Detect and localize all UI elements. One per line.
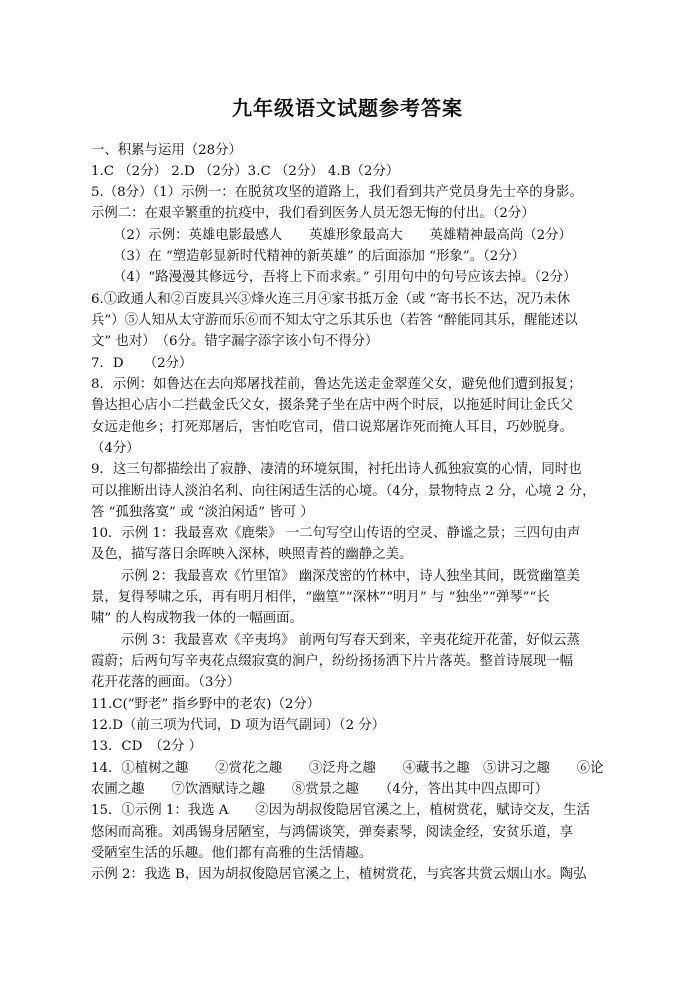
answer-line: 悠闲而高雅。刘禹锡身居陋室，与鸿儒谈笑，弹奏素琴，阅读金经，安贫乐道，享 [91, 825, 574, 840]
answer-line: 1.C （2分） 2.D （2分）3.C （2分） 4.B（2分） [91, 164, 400, 179]
answer-line: 受陋室生活的乐趣。他们都有高雅的生活情趣。 [91, 846, 373, 861]
answer-line: 兵”）⑤人知从太守游而乐⑥而不知太守之乐其乐也（若答 “醉能同其乐，醒能述以 [91, 313, 578, 328]
answer-line: 15．①示例 1：我选 A ②因为胡叔俊隐居官溪之上，植树赏花，赋诗交友，生活 [91, 803, 591, 818]
answer-line: 示例 2：我选 B，因为胡叔俊隐居官溪之上，植树赏花，与宾客共赏云烟山水。陶弘 [91, 867, 587, 882]
answer-line: 11.C(“野老” 指乡野中的老农)（2分） [91, 697, 321, 712]
answer-line: （4分） [91, 441, 140, 456]
answer-line: 14．①植树之趣 ②赏花之趣 ③泛舟之趣 ④藏书之趣 ⑤讲习之趣 ⑥论 [91, 761, 604, 776]
answer-line: 啸” 的人构成物我一体的一幅画面。 [91, 611, 303, 626]
answer-line: 女远走他乡；打死郑屠后，害怕吃官司，借口说郑屠诈死而掩人耳目，巧妙脱身。 [91, 420, 574, 435]
section-heading: 一、积累与运用（28分） [91, 143, 242, 158]
answer-line: 5.（8分）（1）示例一：在脱贫攻坚的道路上，我们看到共产党员身先士卒的身影。 [91, 185, 583, 200]
answer-line: （4）“路漫漫其修远兮，吾将上下而求索。” 引用句中的句号应该去掉。（2分） [113, 270, 577, 285]
answer-line: 示例 2：我最喜欢《竹里馆》 幽深茂密的竹林中，诗人独坐其间，既赏幽篁美 [121, 569, 580, 584]
answer-line: 花开花落的画面。（3分） [91, 675, 241, 690]
answer-line: 景，复得琴啸之乐，再有明月相伴，“幽篁”“深林”“明月” 与 “独坐”“弹琴”“长 [91, 590, 550, 605]
answer-line: 农圃之趣 ⑦饮酒赋诗之趣 ⑧赏景之趣 （4分，答出其中四点即可） [91, 782, 549, 797]
answer-line: 答 “孤独落寞” 或 “淡泊闲适” 皆可 ） [91, 505, 314, 520]
answer-line: （2）示例：英雄电影最感人 英雄形象最高大 英雄精神最高尚（2分） [113, 228, 572, 243]
page-title: 九年级语文试题参考答案 [232, 96, 463, 120]
answer-line: 可以推断出诗人淡泊名利、向往闲适生活的心境。（4分，景物特点 2 分，心境 2 分， [91, 484, 596, 499]
answer-line: 10．示例 1：我最喜欢《鹿柴》 一二句写空山传语的空灵、静谧之景；三四句由声 [91, 526, 581, 541]
answer-line: 及色，描写落日余晖映入深林，映照青苔的幽静之美。 [91, 547, 413, 562]
answer-line: 13．CD （2分 ） [91, 739, 203, 754]
answer-line: 霞蔚；后两句写辛夷花点缀寂寞的涧户，纷纷扬扬洒下片片落英。整首诗展现一幅 [91, 654, 574, 669]
answer-line: 文” 也对） （6分。错字漏字添字该小句不得分） [91, 334, 379, 349]
answer-line: 7．D （2分） [91, 356, 193, 371]
answer-line: 6.①政通人和②百废具兴③烽火连三月④家书抵万金（或 “寄书长不达，况乃未休 [91, 292, 571, 307]
answer-line: 示例二：在艰辛繁重的抗疫中，我们看到医务人员无怨无悔的付出。（2分） [91, 206, 535, 221]
answer-line: 9．这三句都描绘出了寂静、凄清的环境氛围，衬托出诗人孤独寂寞的心情，同时也 [91, 462, 582, 477]
answer-line: 示例 3：我最喜欢《辛夷坞》 前两句写春天到来，辛夷花绽开花蕾，好似云蒸 [121, 633, 580, 648]
answer-line: 鲁达担心店小二拦截金氏父女，掇条凳子坐在店中两个时辰，以拖延时间让金氏父 [91, 398, 574, 413]
answer-line: 8．示例：如鲁达在去向郑屠找茬前，鲁达先送走金翠莲父女，避免他们遭到报复； [91, 377, 582, 392]
answer-line: （3）在 “塑造彰显新时代精神的新英雄” 的后面添加 “形象”。（2分） [113, 249, 526, 264]
answer-line: 12.D（前三项为代词，D 项为语气副词）（2 分） [91, 718, 386, 733]
